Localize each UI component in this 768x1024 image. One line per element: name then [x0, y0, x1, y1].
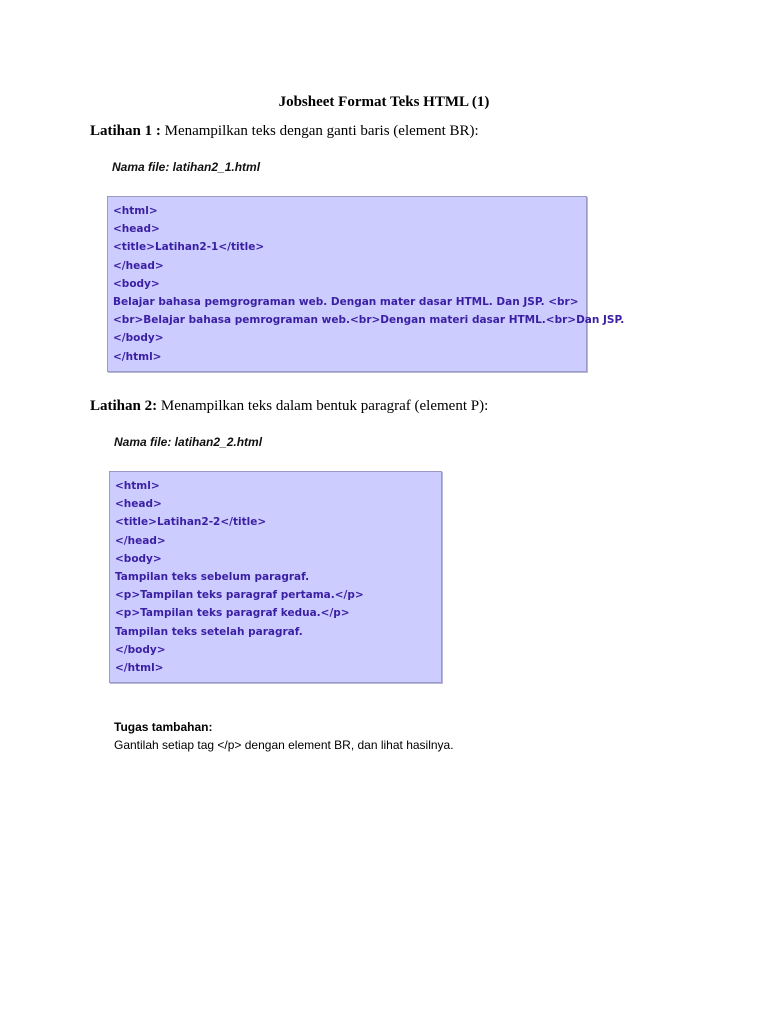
- exercise-1-heading: [90, 123, 479, 140]
- exercise-1-filename: Nama file: latihan2_1.html: [112, 160, 261, 174]
- code-line: <p>Tampilan teks paragraf kedua.</p>: [115, 607, 350, 620]
- exercise-2-code-block: [109, 471, 442, 683]
- code-line: <p>Tampilan teks paragraf pertama.</p>: [115, 589, 364, 602]
- code-line: <head>: [115, 498, 162, 511]
- code-line: <title>Latihan2-1</title>: [113, 241, 265, 254]
- code-line: </body>: [115, 643, 166, 656]
- code-line: </head>: [113, 259, 164, 272]
- code-line: </head>: [115, 534, 166, 547]
- code-line: <br>Belajar bahasa pemrograman web.<br>Dengan materi dasar HTML.<br>Dan JSP.: [113, 314, 625, 327]
- code-line: </html>: [115, 661, 164, 674]
- extra-task-title: Tugas tambahan:: [114, 720, 213, 734]
- exercise-2-heading: [90, 398, 488, 415]
- code-line: <html>: [113, 205, 158, 217]
- exercise-1-label: Latihan 1 :: [90, 123, 161, 139]
- code-line: <html>: [115, 480, 160, 492]
- code-line: <title>Latihan2-2</title>: [115, 516, 267, 529]
- exercise-2-label: Latihan 2:: [90, 398, 158, 414]
- code-line: Belajar bahasa pemgrograman web. Dengan mater dasar HTML. Dan JSP. <br>: [113, 295, 579, 308]
- code-line: Tampilan teks setelah paragraf.: [115, 625, 303, 638]
- code-line: <head>: [113, 223, 160, 236]
- exercise-2-filename: Nama file: latihan2_2.html: [114, 435, 263, 449]
- document-title: Jobsheet Format Teks HTML (1): [278, 94, 490, 110]
- exercise-1-description: Menampilkan teks dengan ganti baris (element BR):: [160, 123, 479, 139]
- code-line: </body>: [113, 332, 164, 345]
- code-line: </html>: [113, 350, 162, 363]
- code-line: Tampilan teks sebelum paragraf.: [115, 570, 310, 583]
- extra-task-text: Gantilah setiap tag </p> dengan element BR, dan lihat hasilnya.: [114, 738, 454, 752]
- exercise-1-code-block: [107, 196, 625, 372]
- exercise-2-description: Menampilkan teks dalam bentuk paragraf (element P):: [157, 398, 489, 414]
- code-line: <body>: [115, 552, 162, 565]
- code-line: <body>: [113, 277, 160, 290]
